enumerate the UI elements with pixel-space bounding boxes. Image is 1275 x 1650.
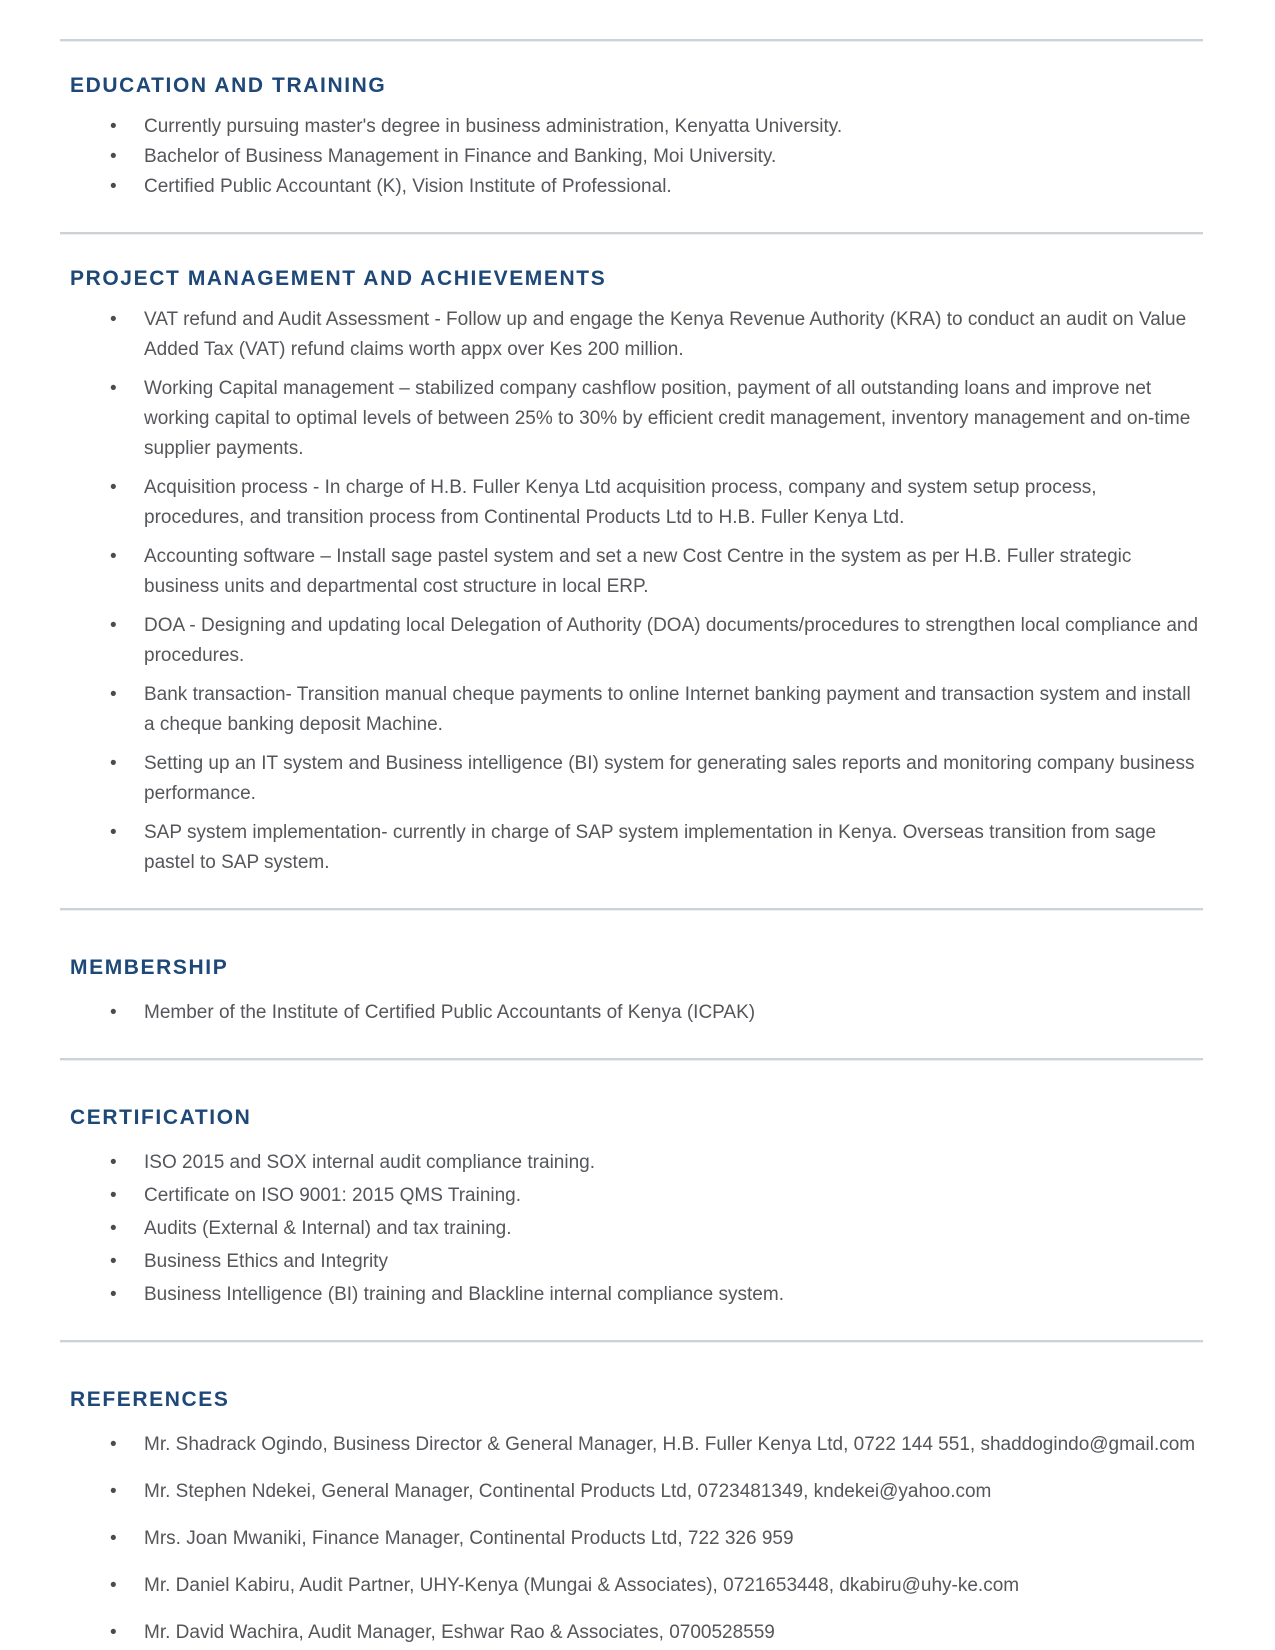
list-item: • Accounting software – Install sage pastel system and set a new Cost Centre in the system as per H.B. Fuller strategic business units and departmental cost structure in local ERP. <box>70 542 1203 602</box>
list-item: • SAP system implementation- currently in charge of SAP system implementation in Kenya. Overseas transition from sage pastel to SAP system. <box>70 818 1203 878</box>
section-divider <box>60 1340 1203 1343</box>
list-item: • Audits (External & Internal) and tax training. <box>70 1214 1203 1244</box>
section-divider <box>60 1058 1203 1061</box>
project-management-list <box>70 305 1203 878</box>
section-divider <box>60 39 1203 42</box>
list-item: • Business Intelligence (BI) training and Blackline internal compliance system. <box>70 1280 1203 1310</box>
list-item: • Working Capital management – stabilized company cashflow position, payment of all outstanding loans and improve net working capital to optimal levels of between 25% to 30% by efficient credit management, inventory management and on-time supplier payments. <box>70 374 1203 464</box>
section-project-management <box>70 232 1203 878</box>
section-references <box>70 1340 1203 1648</box>
education-list <box>70 112 1203 202</box>
section-divider <box>60 908 1203 911</box>
list-item: • DOA - Designing and updating local Delegation of Authority (DOA) documents/procedures to strengthen local compliance and procedures. <box>70 611 1203 671</box>
section-title-certification: CERTIFICATION <box>70 1106 252 1129</box>
list-item: • Business Ethics and Integrity <box>70 1247 1203 1277</box>
list-item: • Mr. Daniel Kabiru, Audit Partner, UHY-Kenya (Mungai & Associates), 0721653448, dkabiru@uhy-ke.com <box>70 1571 1203 1601</box>
list-item: • Acquisition process - In charge of H.B. Fuller Kenya Ltd acquisition process, company and system setup process, procedures, and transition process from Continental Products Ltd to H.B. Fuller Kenya Ltd. <box>70 473 1203 533</box>
section-certification <box>70 1058 1203 1310</box>
list-item: • Setting up an IT system and Business intelligence (BI) system for generating sales reports and monitoring company business performance. <box>70 749 1203 809</box>
section-title-project-management: PROJECT MANAGEMENT AND ACHIEVEMENTS <box>70 267 607 290</box>
list-item: • Bank transaction- Transition manual cheque payments to online Internet banking payment and transaction system and install a cheque banking deposit Machine. <box>70 680 1203 740</box>
list-item: • Mr. David Wachira, Audit Manager, Eshwar Rao & Associates, 0700528559 <box>70 1618 1203 1648</box>
list-item: • Mrs. Joan Mwaniki, Finance Manager, Continental Products Ltd, 722 326 959 <box>70 1524 1203 1554</box>
list-item: • Certificate on ISO 9001: 2015 QMS Training. <box>70 1181 1203 1211</box>
list-item: • Certified Public Accountant (K), Vision Institute of Professional. <box>70 172 1203 202</box>
list-item: • VAT refund and Audit Assessment - Follow up and engage the Kenya Revenue Authority (KRA) to conduct an audit on Value Added Tax (VAT) refund claims worth appx over Kes 200 million. <box>70 305 1203 365</box>
section-title-education: EDUCATION AND TRAINING <box>70 74 387 97</box>
section-education <box>70 39 1203 202</box>
section-title-membership: MEMBERSHIP <box>70 956 229 979</box>
list-item: • Currently pursuing master's degree in business administration, Kenyatta University. <box>70 112 1203 142</box>
section-divider <box>60 232 1203 235</box>
list-item: • Member of the Institute of Certified Public Accountants of Kenya (ICPAK) <box>70 998 1203 1028</box>
list-item: • Mr. Stephen Ndekei, General Manager, Continental Products Ltd, 0723481349, kndekei@yahoo.com <box>70 1477 1203 1507</box>
section-title-references: REFERENCES <box>70 1388 230 1411</box>
section-membership <box>70 908 1203 1028</box>
list-item: • Bachelor of Business Management in Finance and Banking, Moi University. <box>70 142 1203 172</box>
list-item: • ISO 2015 and SOX internal audit compliance training. <box>70 1148 1203 1178</box>
list-item: • Mr. Shadrack Ogindo, Business Director & General Manager, H.B. Fuller Kenya Ltd, 0722 144 551, shaddogindo@gmail.com <box>70 1430 1203 1460</box>
certification-list <box>70 1148 1203 1310</box>
membership-list <box>70 998 1203 1028</box>
references-list <box>70 1430 1203 1648</box>
